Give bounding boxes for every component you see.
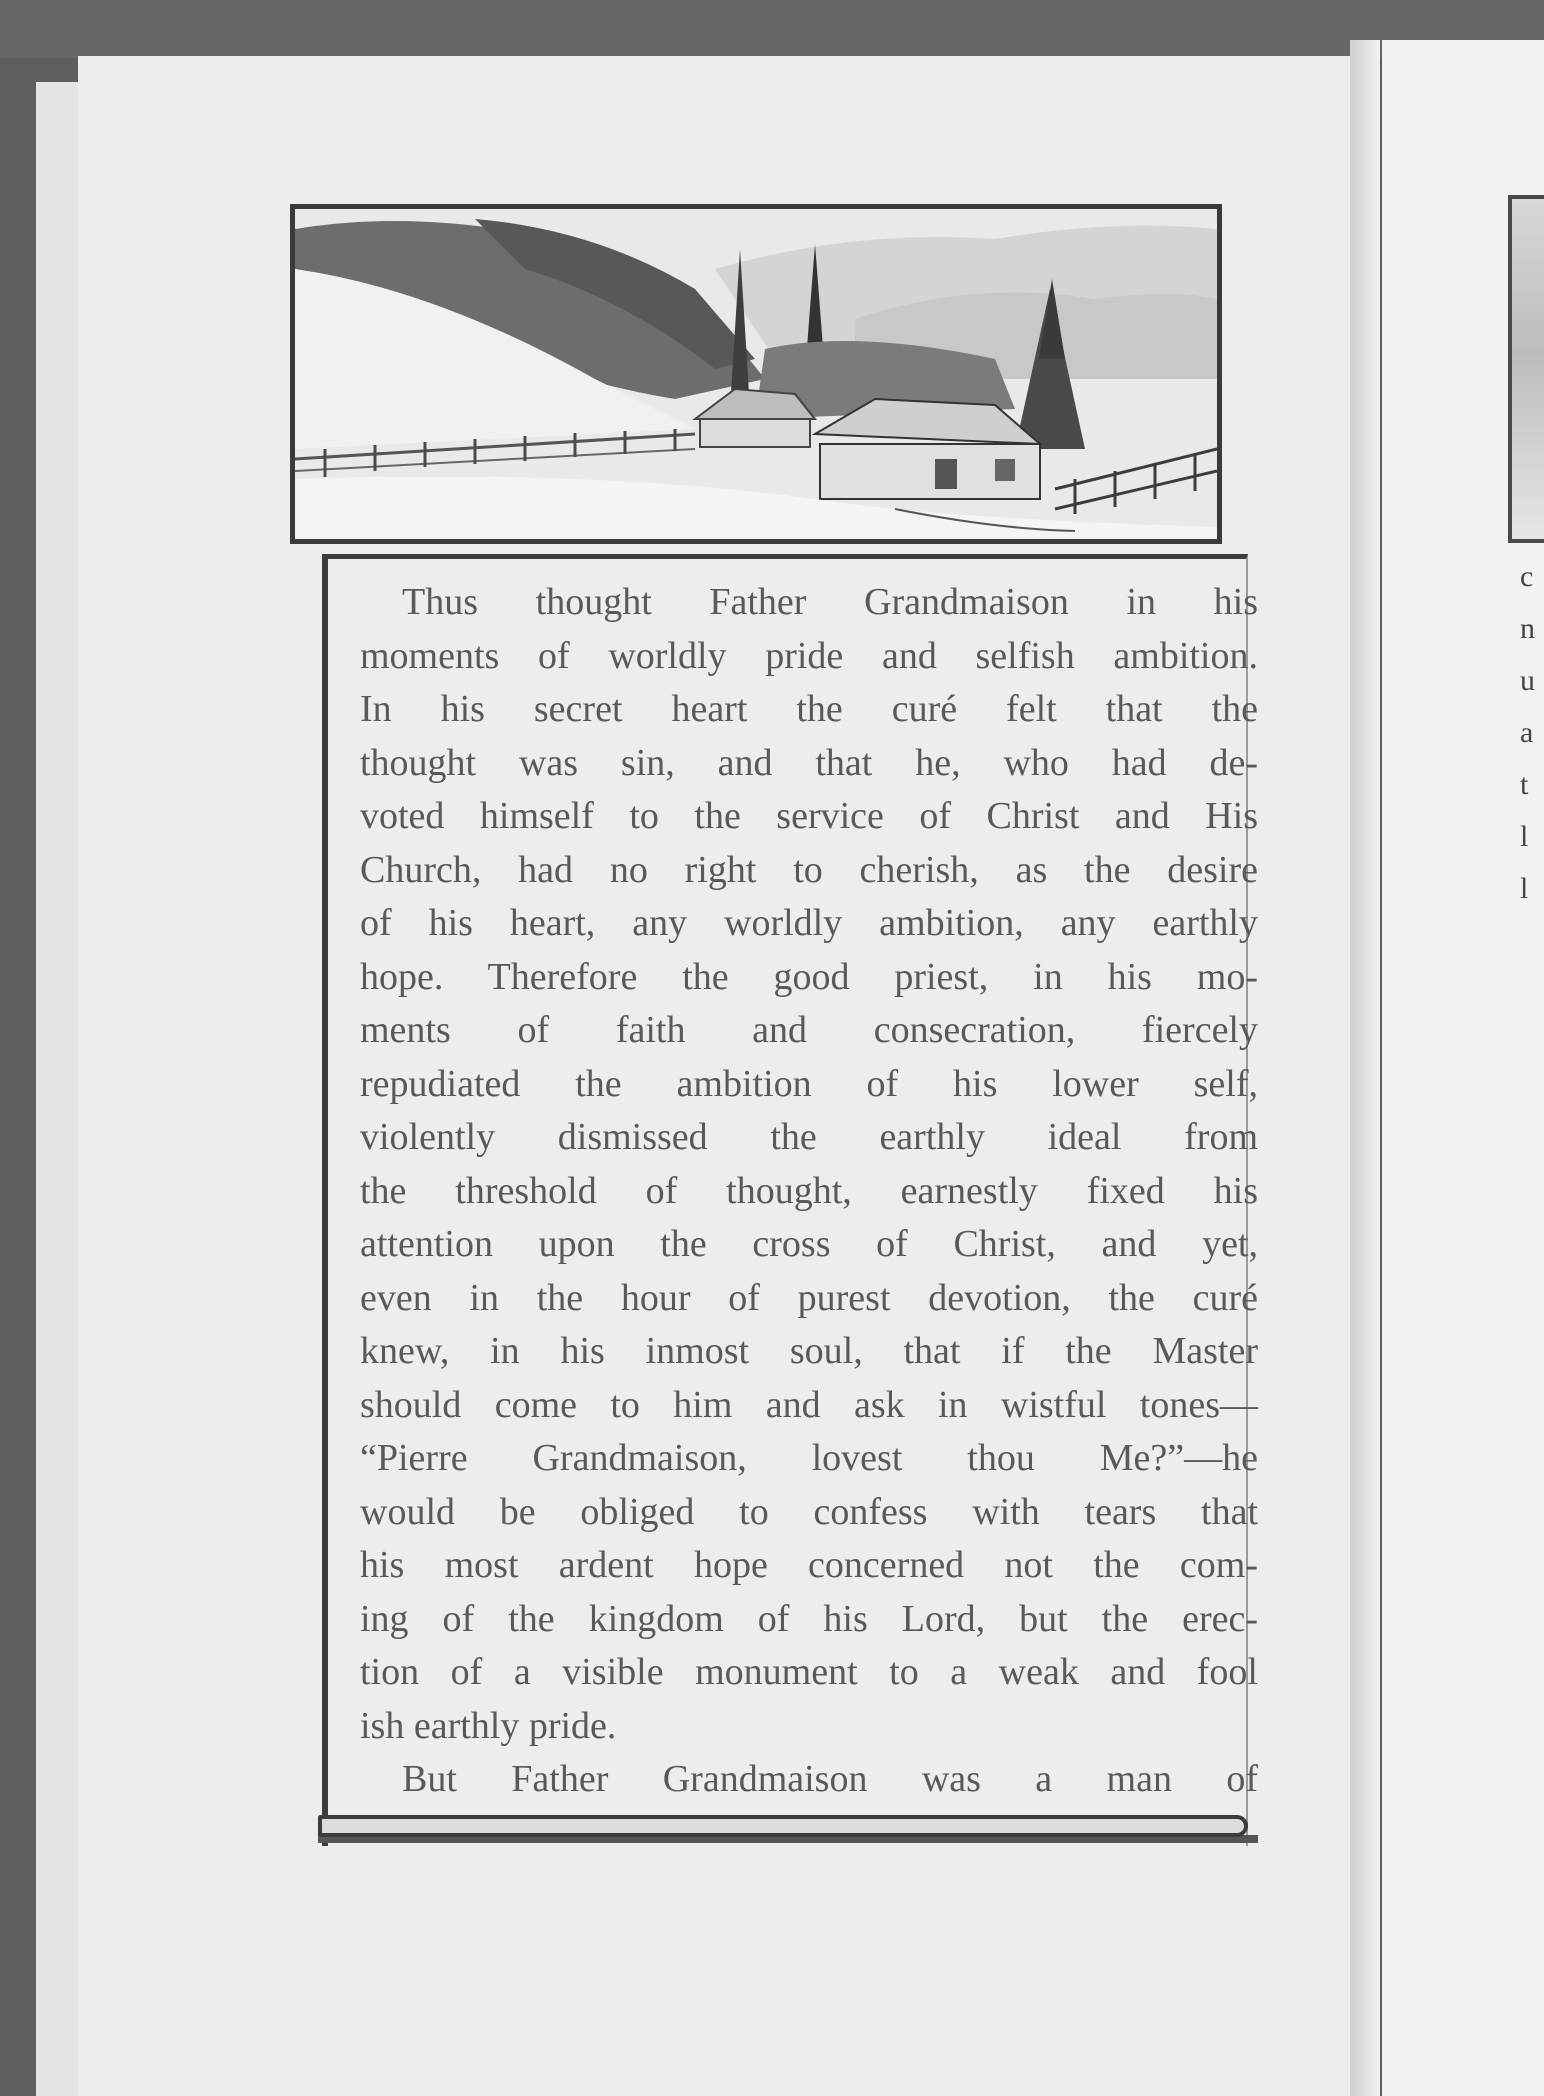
facing-page-illustration-fragment [1508, 195, 1544, 543]
text-line: In his secret heart the curé felt that the [360, 688, 1258, 730]
text-line: even in the hour of purest devotion, the curé [360, 1276, 1258, 1319]
text-line: his most ardent hope concerned not the com- [360, 1544, 1258, 1586]
text-line: ing of the kingdom of his Lord, but the erec- [360, 1597, 1258, 1640]
text-line: of his heart, any worldly ambition, any earthly [360, 902, 1258, 944]
text-line: would be obliged to confess with tears that [360, 1490, 1258, 1533]
text-line: Church, had no right to cherish, as the desire [360, 848, 1258, 891]
text-line: tion of a visible monument to a weak and fool [360, 1651, 1258, 1693]
facing-page-letter: t [1520, 768, 1529, 801]
facing-page-text-fragment [1520, 560, 1544, 924]
text-line: should come to him and ask in wistful tones— [360, 1383, 1258, 1426]
text-line: voted himself to the service of Christ and His [360, 795, 1258, 837]
text-line: the threshold of thought, earnestly fixed his [360, 1169, 1258, 1212]
text-line: hope. Therefore the good priest, in his mo- [360, 955, 1258, 998]
facing-page-letter: l [1520, 820, 1529, 853]
facing-page-letter: l [1520, 872, 1529, 905]
winter-village-illustration [290, 204, 1222, 544]
facing-page-letter: u [1520, 664, 1535, 697]
paragraph-1 [360, 576, 1258, 1753]
scan-background [0, 0, 1544, 58]
paragraph-2 [360, 1753, 1258, 1807]
frame-scroll-bar [318, 1815, 1248, 1837]
text-line: repudiated the ambition of his lower self, [360, 1062, 1258, 1105]
text-line: Thus thought Father Grandmaison in his [402, 581, 1258, 623]
text-line: knew, in his inmost soul, that if the Master [360, 1330, 1258, 1372]
page-gutter [1350, 40, 1380, 2096]
text-line: thought was sin, and that he, who had de- [360, 741, 1258, 784]
text-line: ments of faith and consecration, fiercely [360, 1009, 1258, 1051]
facing-page-letter: a [1520, 716, 1534, 749]
text-line: violently dismissed the earthly ideal from [360, 1116, 1258, 1158]
text-line: But Father Grandmaison was a man of [402, 1758, 1258, 1800]
text-line: attention upon the cross of Christ, and yet, [360, 1223, 1258, 1265]
text-line: moments of worldly pride and selfish ambition. [360, 634, 1258, 677]
facing-page-letter: c [1520, 560, 1534, 593]
body-text [360, 576, 1258, 1807]
text-line: “Pierre Grandmaison, lovest thou Me?”—he [360, 1437, 1258, 1479]
facing-page-letter: n [1520, 612, 1535, 645]
text-line: ish earthly pride. [360, 1704, 617, 1747]
